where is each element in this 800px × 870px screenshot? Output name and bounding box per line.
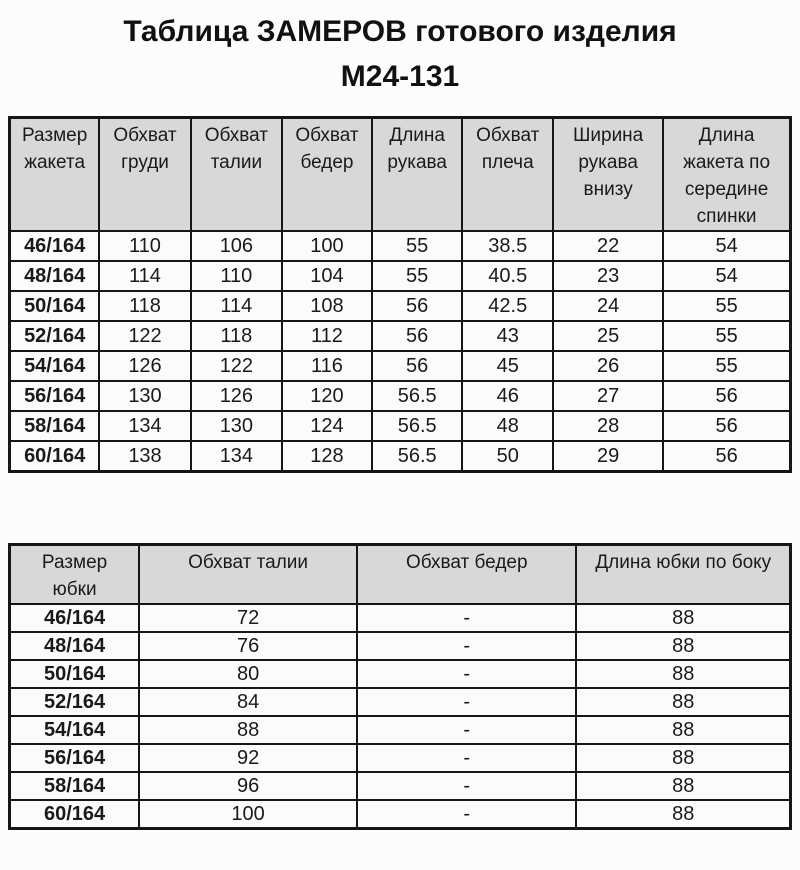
- jacket-value-cell: 130: [99, 381, 190, 411]
- skirt-value-cell: 88: [576, 688, 790, 716]
- jacket-value-cell: 43: [462, 321, 553, 351]
- skirt-value-cell: 100: [139, 800, 357, 829]
- jacket-table-row: [10, 261, 791, 291]
- jacket-value-cell: 56: [372, 321, 463, 351]
- jacket-value-cell: 104: [282, 261, 372, 291]
- skirt-value-cell: 88: [576, 800, 790, 829]
- skirt-table-row: [10, 604, 791, 632]
- jacket-value-cell: 23: [553, 261, 663, 291]
- jacket-value-cell: 122: [191, 351, 282, 381]
- skirt-table-row: [10, 772, 791, 800]
- skirt-column-header: Длина юбки по боку: [576, 545, 790, 605]
- jacket-size-cell: 56/164: [10, 381, 100, 411]
- jacket-column-header: Обхват груди: [99, 118, 190, 232]
- jacket-value-cell: 128: [282, 441, 372, 472]
- skirt-value-cell: 88: [576, 632, 790, 660]
- skirt-size-cell: 46/164: [10, 604, 140, 632]
- skirt-column-header: Обхват талии: [139, 545, 357, 605]
- skirt-table-row: [10, 660, 791, 688]
- jacket-size-cell: 54/164: [10, 351, 100, 381]
- jacket-value-cell: 124: [282, 411, 372, 441]
- jacket-value-cell: 25: [553, 321, 663, 351]
- skirt-size-cell: 54/164: [10, 716, 140, 744]
- jacket-size-cell: 58/164: [10, 411, 100, 441]
- jacket-value-cell: 56.5: [372, 441, 463, 472]
- skirt-value-cell: 88: [576, 604, 790, 632]
- jacket-value-cell: 110: [191, 261, 282, 291]
- jacket-value-cell: 138: [99, 441, 190, 472]
- skirt-value-cell: 88: [576, 660, 790, 688]
- jacket-value-cell: 122: [99, 321, 190, 351]
- skirt-value-cell: 80: [139, 660, 357, 688]
- jacket-value-cell: 126: [99, 351, 190, 381]
- jacket-value-cell: 55: [663, 351, 790, 381]
- page-title: [0, 0, 800, 99]
- jacket-value-cell: 56: [372, 351, 463, 381]
- skirt-table-row: [10, 632, 791, 660]
- jacket-value-cell: 100: [282, 231, 372, 261]
- jacket-table-row: [10, 231, 791, 261]
- jacket-column-header: Длина рукава: [372, 118, 463, 232]
- jacket-table-row: [10, 381, 791, 411]
- jacket-column-header: Обхват бедер: [282, 118, 372, 232]
- skirt-table-head: [10, 545, 791, 605]
- jacket-value-cell: 126: [191, 381, 282, 411]
- jacket-value-cell: 118: [191, 321, 282, 351]
- jacket-value-cell: 29: [553, 441, 663, 472]
- jacket-value-cell: 28: [553, 411, 663, 441]
- jacket-value-cell: 55: [372, 231, 463, 261]
- skirt-size-cell: 50/164: [10, 660, 140, 688]
- jacket-table-row: [10, 411, 791, 441]
- skirt-measurements-table: [8, 543, 792, 830]
- jacket-value-cell: 46: [462, 381, 553, 411]
- jacket-value-cell: 56: [372, 291, 463, 321]
- jacket-size-cell: 60/164: [10, 441, 100, 472]
- jacket-value-cell: 56.5: [372, 411, 463, 441]
- jacket-value-cell: 110: [99, 231, 190, 261]
- skirt-size-cell: 60/164: [10, 800, 140, 829]
- jacket-value-cell: 55: [663, 291, 790, 321]
- jacket-value-cell: 134: [191, 441, 282, 472]
- skirt-value-cell: -: [357, 688, 576, 716]
- jacket-size-cell: 46/164: [10, 231, 100, 261]
- jacket-value-cell: 56: [663, 441, 790, 472]
- skirt-value-cell: -: [357, 604, 576, 632]
- skirt-column-header: Обхват бедер: [357, 545, 576, 605]
- jacket-column-header: Обхват талии: [191, 118, 282, 232]
- skirt-value-cell: 88: [576, 716, 790, 744]
- skirt-value-cell: -: [357, 744, 576, 772]
- jacket-column-header: Размер жакета: [10, 118, 100, 232]
- skirt-value-cell: 92: [139, 744, 357, 772]
- skirt-table-row: [10, 716, 791, 744]
- jacket-value-cell: 55: [372, 261, 463, 291]
- jacket-column-header: Длина жакета по середине спинки: [663, 118, 790, 232]
- skirt-value-cell: -: [357, 660, 576, 688]
- skirt-value-cell: 88: [576, 772, 790, 800]
- jacket-value-cell: 118: [99, 291, 190, 321]
- jacket-value-cell: 116: [282, 351, 372, 381]
- skirt-value-cell: 76: [139, 632, 357, 660]
- skirt-header-row: [10, 545, 791, 605]
- jacket-value-cell: 50: [462, 441, 553, 472]
- skirt-value-cell: 96: [139, 772, 357, 800]
- jacket-value-cell: 54: [663, 231, 790, 261]
- skirt-size-cell: 52/164: [10, 688, 140, 716]
- jacket-table-row: [10, 321, 791, 351]
- skirt-size-cell: 48/164: [10, 632, 140, 660]
- jacket-header-row: [10, 118, 791, 232]
- jacket-value-cell: 112: [282, 321, 372, 351]
- jacket-column-header: Обхват плеча: [462, 118, 553, 232]
- jacket-table-row: [10, 291, 791, 321]
- jacket-table-row: [10, 351, 791, 381]
- skirt-table-row: [10, 688, 791, 716]
- jacket-value-cell: 108: [282, 291, 372, 321]
- jacket-size-cell: 52/164: [10, 321, 100, 351]
- skirt-column-header: Размер юбки: [10, 545, 140, 605]
- skirt-value-cell: -: [357, 800, 576, 829]
- skirt-value-cell: 88: [139, 716, 357, 744]
- jacket-value-cell: 114: [99, 261, 190, 291]
- skirt-value-cell: -: [357, 772, 576, 800]
- page-title-line1: Таблица ЗАМЕРОВ готового изделия: [123, 15, 677, 48]
- jacket-value-cell: 42.5: [462, 291, 553, 321]
- jacket-value-cell: 55: [663, 321, 790, 351]
- jacket-value-cell: 56: [663, 381, 790, 411]
- jacket-size-cell: 48/164: [10, 261, 100, 291]
- jacket-measurements-table: [8, 116, 792, 473]
- jacket-value-cell: 45: [462, 351, 553, 381]
- skirt-value-cell: 84: [139, 688, 357, 716]
- jacket-value-cell: 134: [99, 411, 190, 441]
- skirt-size-cell: 58/164: [10, 772, 140, 800]
- page-title-line2: М24-131: [340, 60, 460, 93]
- skirt-value-cell: -: [357, 716, 576, 744]
- skirt-value-cell: -: [357, 632, 576, 660]
- skirt-value-cell: 72: [139, 604, 357, 632]
- jacket-value-cell: 26: [553, 351, 663, 381]
- jacket-table-row: [10, 441, 791, 472]
- skirt-table-row: [10, 744, 791, 772]
- jacket-value-cell: 106: [191, 231, 282, 261]
- jacket-value-cell: 24: [553, 291, 663, 321]
- jacket-value-cell: 48: [462, 411, 553, 441]
- skirt-table-row: [10, 800, 791, 829]
- jacket-value-cell: 27: [553, 381, 663, 411]
- skirt-table-body: [10, 604, 791, 829]
- jacket-value-cell: 56: [663, 411, 790, 441]
- jacket-value-cell: 22: [553, 231, 663, 261]
- jacket-value-cell: 114: [191, 291, 282, 321]
- skirt-value-cell: 88: [576, 744, 790, 772]
- jacket-value-cell: 54: [663, 261, 790, 291]
- jacket-value-cell: 56.5: [372, 381, 463, 411]
- skirt-size-cell: 56/164: [10, 744, 140, 772]
- jacket-size-cell: 50/164: [10, 291, 100, 321]
- jacket-column-header: Ширина рукава внизу: [553, 118, 663, 232]
- jacket-value-cell: 38.5: [462, 231, 553, 261]
- jacket-value-cell: 40.5: [462, 261, 553, 291]
- jacket-table-body: [10, 231, 791, 472]
- jacket-value-cell: 120: [282, 381, 372, 411]
- jacket-value-cell: 130: [191, 411, 282, 441]
- jacket-table-head: [10, 118, 791, 232]
